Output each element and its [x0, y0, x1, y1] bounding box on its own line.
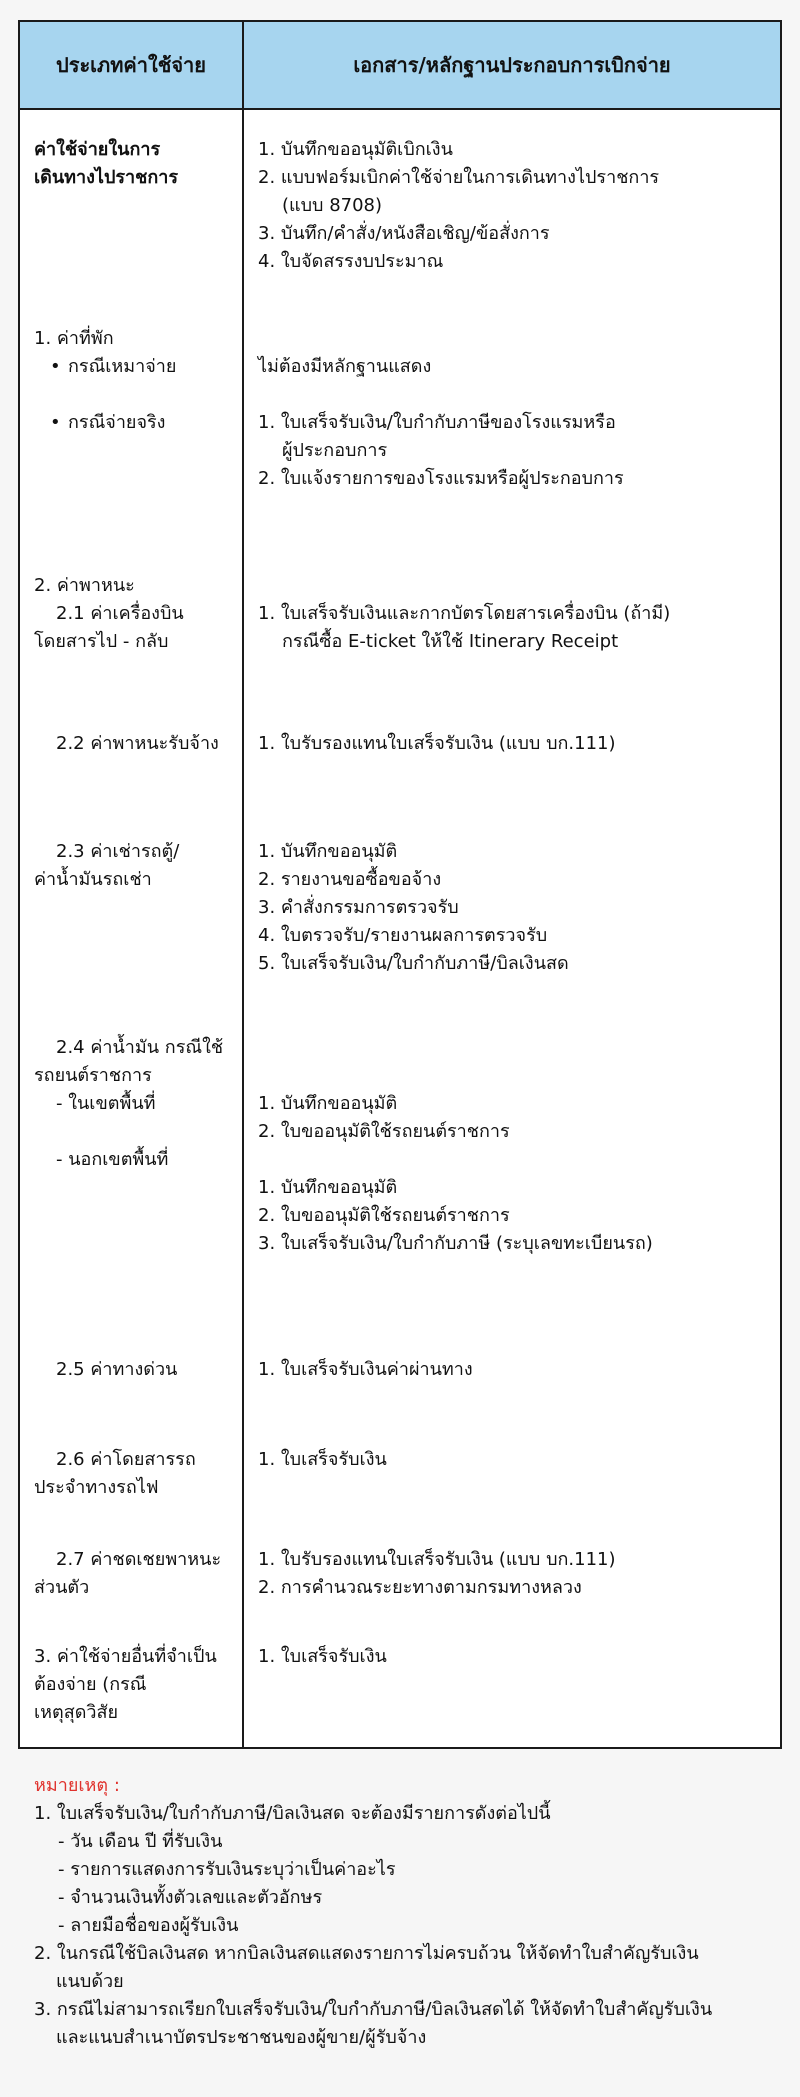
type-line: 2.3 ค่าเช่ารถตู้/	[56, 841, 180, 862]
table-row	[19, 1420, 781, 1520]
row-van-rental-docs	[243, 812, 781, 1008]
row-taxi-type	[19, 704, 243, 812]
notes-section	[34, 1772, 774, 2052]
doc-line: (แบบ 8708)	[282, 195, 383, 216]
row-private-vehicle-docs	[243, 1520, 781, 1617]
doc-line: 2. แบบฟอร์มเบิกค่าใช้จ่ายในการเดินทางไปราชการ	[258, 167, 660, 188]
doc-line: 2. ใบขออนุมัติใช้รถยนต์ราชการ	[258, 1205, 510, 1226]
table-row	[19, 109, 781, 299]
notes-title: หมายเหตุ :	[34, 1775, 120, 1796]
type-line: 2.2 ค่าพาหนะรับจ้าง	[56, 733, 219, 754]
row-expressway-type	[19, 1330, 243, 1420]
type-line: ค่าใช้จ่ายในการ	[34, 139, 161, 160]
table-row	[19, 812, 781, 1008]
type-line: เหตุสุดวิสัย	[34, 1702, 119, 1723]
row-taxi-docs	[243, 704, 781, 812]
type-line: 3. ค่าใช้จ่ายอื่นที่จำเป็น	[34, 1646, 217, 1667]
note-line: แนบด้วย	[56, 1971, 124, 1992]
type-line: ประจำทางรถไฟ	[34, 1477, 159, 1498]
row-private-vehicle-type	[19, 1520, 243, 1617]
row-van-rental-type	[19, 812, 243, 1008]
doc-line: 1. บันทึกขออนุมัติเบิกเงิน	[258, 139, 453, 160]
table-row	[19, 546, 781, 704]
expense-documents-table	[18, 20, 782, 1749]
table-row	[19, 1617, 781, 1748]
row-fuel-type	[19, 1008, 243, 1330]
doc-line: 3. บันทึก/คำสั่ง/หนังสือเชิญ/ข้อสั่งการ	[258, 223, 550, 244]
row-other-expense-type	[19, 1617, 243, 1748]
note-line: - ลายมือชื่อของผู้รับเงิน	[58, 1915, 239, 1936]
type-line: 2.7 ค่าชดเชยพาหนะ	[56, 1549, 222, 1570]
doc-line: 1. ใบเสร็จรับเงิน	[258, 1646, 387, 1667]
type-line: รถยนต์ราชการ	[34, 1065, 152, 1086]
doc-line: 3. คำสั่งกรรมการตรวจรับ	[258, 897, 459, 918]
row-accommodation-docs	[243, 299, 781, 546]
note-line: 2. ในกรณีใช้บิลเงินสด หากบิลเงินสดแสดงรายการไม่ครบถ้วน ให้จัดทำใบสำคัญรับเงิน	[34, 1943, 699, 1964]
header-expense-type: ประเภทค่าใช้จ่าย	[19, 21, 243, 109]
header-supporting-documents: เอกสาร/หลักฐานประกอบการเบิกจ่าย	[243, 21, 781, 109]
doc-line: 3. ใบเสร็จรับเงิน/ใบกำกับภาษี (ระบุเลขทะเบียนรถ)	[258, 1233, 653, 1254]
type-line: • กรณีจ่ายจริง	[34, 409, 230, 437]
type-line: ต้องจ่าย (กรณี	[34, 1674, 147, 1695]
type-line: 1. ค่าที่พัก	[34, 328, 114, 349]
doc-line: ผู้ประกอบการ	[282, 440, 388, 461]
type-line: - ในเขตพื้นที่	[56, 1093, 156, 1114]
doc-line: 4. ใบตรวจรับ/รายงานผลการตรวจรับ	[258, 925, 548, 946]
note-line: และแนบสำเนาบัตรประชาชนของผู้ขาย/ผู้รับจ้าง	[56, 2027, 427, 2048]
note-line: 1. ใบเสร็จรับเงิน/ใบกำกับภาษี/บิลเงินสด จะต้องมีรายการดังต่อไปนี้	[34, 1803, 551, 1824]
doc-line: 2. รายงานขอซื้อขอจ้าง	[258, 869, 442, 890]
row-bus-train-type	[19, 1420, 243, 1520]
type-line: 2.1 ค่าเครื่องบิน	[56, 603, 184, 624]
note-line: - จำนวนเงินทั้งตัวเลขและตัวอักษร	[58, 1887, 323, 1908]
doc-line: 2. การคำนวณระยะทางตามกรมทางหลวง	[258, 1577, 582, 1598]
doc-line: 1. ใบเสร็จรับเงินและกากบัตรโดยสารเครื่องบิน (ถ้ามี)	[258, 603, 671, 624]
doc-line: 1. ใบเสร็จรับเงินค่าผ่านทาง	[258, 1359, 473, 1380]
row-expressway-docs	[243, 1330, 781, 1420]
table-header-row	[19, 21, 781, 109]
table-row	[19, 299, 781, 546]
doc-line: 1. ใบเสร็จรับเงิน/ใบกำกับภาษีของโรงแรมหรือ	[258, 412, 616, 433]
type-line: 2.5 ค่าทางด่วน	[56, 1359, 178, 1380]
row-airfare-docs	[243, 546, 781, 704]
doc-line: 5. ใบเสร็จรับเงิน/ใบกำกับภาษี/บิลเงินสด	[258, 953, 569, 974]
type-line: 2.6 ค่าโดยสารรถ	[56, 1449, 196, 1470]
doc-line: 1. บันทึกขออนุมัติ	[258, 841, 398, 862]
table-row	[19, 1520, 781, 1617]
type-line: - นอกเขตพื้นที่	[56, 1149, 169, 1170]
table-row	[19, 1330, 781, 1420]
row-fuel-docs	[243, 1008, 781, 1330]
note-line: - รายการแสดงการรับเงินระบุว่าเป็นค่าอะไร	[58, 1859, 396, 1880]
note-line: - วัน เดือน ปี ที่รับเงิน	[58, 1831, 223, 1852]
row-airfare-type	[19, 546, 243, 704]
row-travel-expense-docs	[243, 109, 781, 299]
note-line: 3. กรณีไม่สามารถเรียกใบเสร็จรับเงิน/ใบกำกับภาษี/บิลเงินสดได้ ให้จัดทำใบสำคัญรับเงิน	[34, 1999, 713, 2020]
table-row	[19, 1008, 781, 1330]
row-bus-train-docs	[243, 1420, 781, 1520]
doc-line: 2. ใบขออนุมัติใช้รถยนต์ราชการ	[258, 1121, 510, 1142]
row-other-expense-docs	[243, 1617, 781, 1748]
row-accommodation-type	[19, 299, 243, 546]
type-line: 2. ค่าพาหนะ	[34, 575, 135, 596]
type-line: 2.4 ค่าน้ำมัน กรณีใช้	[56, 1037, 224, 1058]
table-row	[19, 704, 781, 812]
doc-line: ไม่ต้องมีหลักฐานแสดง	[258, 356, 432, 377]
type-line: ค่าน้ำมันรถเช่า	[34, 869, 152, 890]
type-line: เดินทางไปราชการ	[34, 167, 179, 188]
doc-line: 2. ใบแจ้งรายการของโรงแรมหรือผู้ประกอบการ	[258, 468, 624, 489]
type-line: ส่วนตัว	[34, 1577, 90, 1598]
type-line: • กรณีเหมาจ่าย	[34, 353, 230, 381]
type-line: โดยสารไป - กลับ	[34, 631, 169, 652]
doc-line: 4. ใบจัดสรรงบประมาณ	[258, 251, 444, 272]
doc-line: 1. ใบเสร็จรับเงิน	[258, 1449, 387, 1470]
doc-line: 1. บันทึกขออนุมัติ	[258, 1177, 398, 1198]
doc-line: 1. บันทึกขออนุมัติ	[258, 1093, 398, 1114]
row-travel-expense-type	[19, 109, 243, 299]
doc-line: กรณีซื้อ E-ticket ให้ใช้ Itinerary Receipt	[282, 631, 619, 652]
doc-line: 1. ใบรับรองแทนใบเสร็จรับเงิน (แบบ บก.111)	[258, 733, 616, 754]
doc-line: 1. ใบรับรองแทนใบเสร็จรับเงิน (แบบ บก.111)	[258, 1549, 616, 1570]
